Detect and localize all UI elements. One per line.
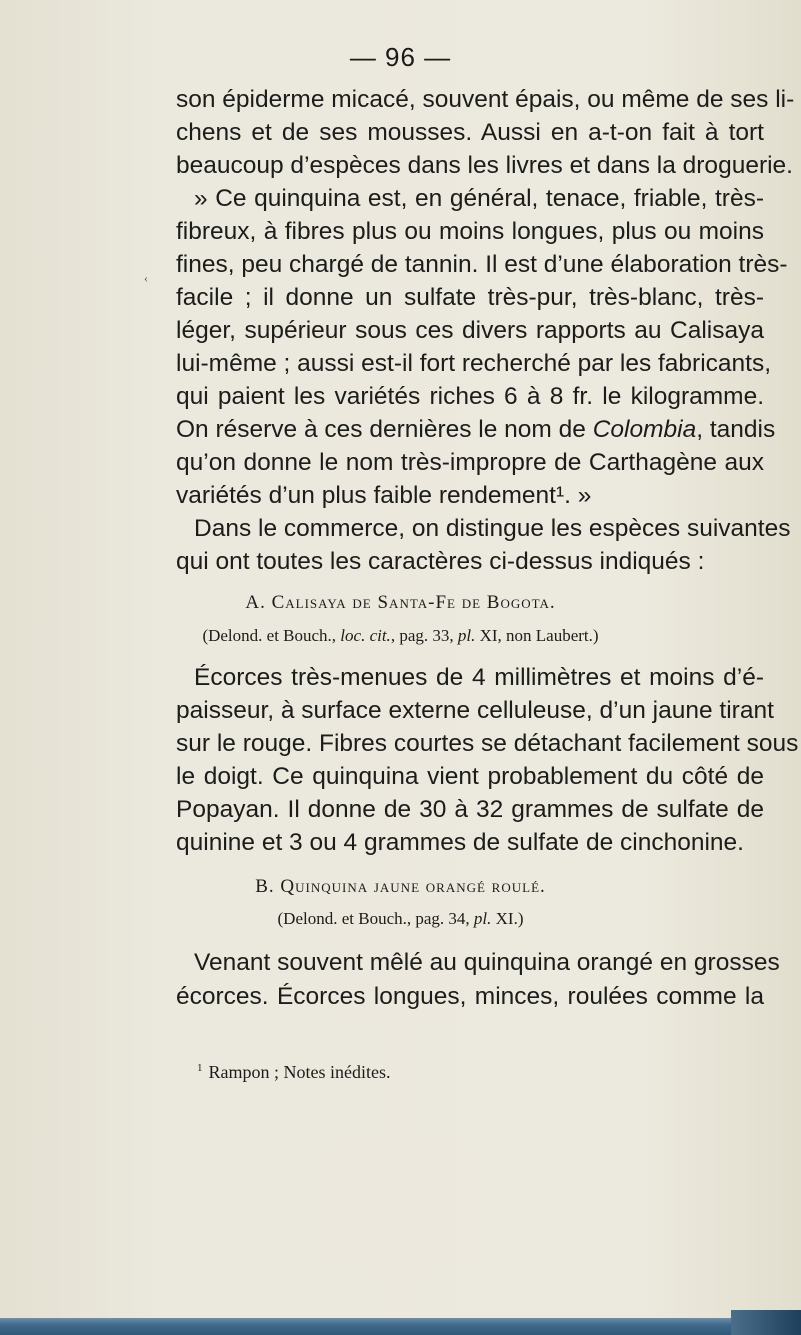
section-b-reference: (Delond. et Bouch., pag. 34, pl. XI.)	[277, 909, 524, 928]
text-line: léger, supérieur sous ces divers rapports au Calisaya	[176, 317, 764, 344]
text-line: écorces. Écorces longues, minces, roulées comme la	[176, 983, 764, 1010]
scan-edge	[0, 1318, 801, 1335]
margin-mark: ‹	[144, 271, 148, 285]
scan-edge-corner	[731, 1310, 801, 1335]
text-line: qui paient les variétés riches 6 à 8 fr. le kilogramme.	[176, 383, 764, 410]
section-a-title: A. Calisaya de Santa-Fe de Bogota.	[245, 592, 556, 613]
text-line: sur le rouge. Fibres courtes se détachant facilement sous	[176, 730, 799, 757]
text-line: paisseur, à surface externe celluleuse, d’un jaune tirant	[176, 697, 774, 724]
section-b-title: B. Quinquina jaune orangé roulé.	[255, 876, 546, 897]
text-line: fibreux, à fibres plus ou moins longues, plus ou moins	[176, 218, 764, 245]
section-a-reference: (Delond. et Bouch., loc. cit., pag. 33, pl. XI, non Laubert.)	[202, 626, 599, 645]
text-line: » Ce quinquina est, en général, tenace, friable, très-	[194, 185, 764, 212]
text-line: quinine et 3 ou 4 grammes de sulfate de cinchonine.	[176, 829, 744, 856]
text-line: variétés d’un plus faible rendement¹. »	[176, 482, 592, 509]
footnote	[197, 1062, 390, 1083]
text-line: fines, peu chargé de tannin. Il est d’une élaboration très-	[176, 251, 788, 278]
page-number: — 96 —	[349, 42, 452, 72]
text-line: chens et de ses mousses. Aussi en a-t-on fait à tort	[176, 119, 764, 146]
footnote-text: Rampon ; Notes inédites.	[208, 1062, 391, 1082]
text-line: son épiderme micacé, souvent épais, ou même de ses li-	[176, 86, 795, 113]
text-line: qui ont toutes les caractères ci-dessus indiqués :	[176, 548, 705, 575]
text-line: Venant souvent mêlé au quinquina orangé en grosses	[194, 949, 780, 976]
text-line: lui-même ; aussi est-il fort recherché par les fabricants,	[176, 350, 772, 377]
footnote-mark: 1	[197, 1062, 203, 1074]
text-line: On réserve à ces dernières le nom de Colombia, tandis	[176, 416, 776, 443]
text-line: qu’on donne le nom très-impropre de Carthagène aux	[176, 449, 764, 476]
text-line: Écorces très-menues de 4 millimètres et moins d’é-	[194, 664, 764, 691]
text-line: le doigt. Ce quinquina vient probablement du côté de	[176, 763, 764, 790]
text-line: facile ; il donne un sulfate très-pur, très-blanc, très-	[176, 284, 764, 311]
text-line: Popayan. Il donne de 30 à 32 grammes de sulfate de	[176, 796, 764, 823]
text-line: beaucoup d’espèces dans les livres et dans la droguerie.	[176, 152, 793, 179]
text-line: Dans le commerce, on distingue les espèces suivantes	[194, 515, 791, 542]
